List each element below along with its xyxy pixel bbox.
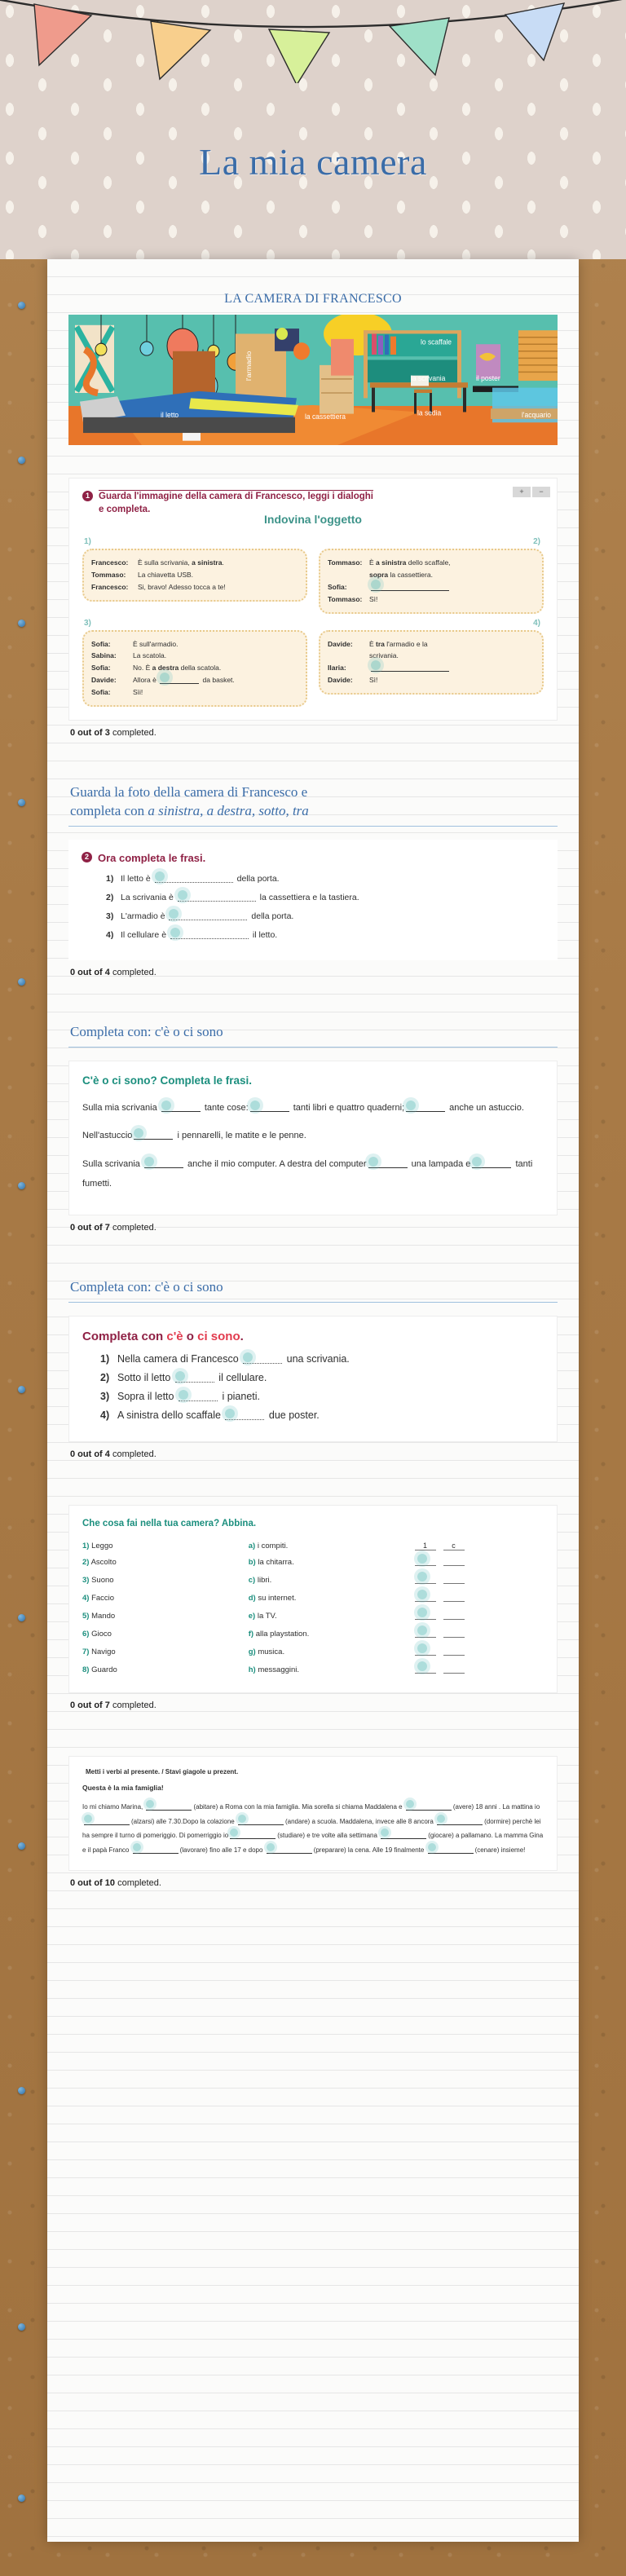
answer-blank[interactable] xyxy=(243,1355,282,1364)
answer-blank[interactable] xyxy=(146,1802,192,1811)
dialog-box-4 xyxy=(319,630,544,695)
exercise-number-badge: 2 xyxy=(82,852,92,862)
exercise-4-title: Completa con c'è o ci sono. xyxy=(82,1329,244,1343)
list-item: 3) L'armadio è della porta. xyxy=(106,911,294,921)
dialog-speaker: Davide: xyxy=(328,639,353,648)
answer-blank[interactable] xyxy=(428,1846,474,1854)
answer-blank[interactable] xyxy=(443,1665,465,1674)
answer-blank[interactable] xyxy=(415,1665,436,1674)
exercise-1-widget xyxy=(68,478,558,721)
answer-blank[interactable] xyxy=(371,582,449,591)
pin-decoration xyxy=(18,2494,25,2502)
pin-decoration xyxy=(18,457,25,464)
answer-blank[interactable] xyxy=(415,1647,436,1656)
answer-blank[interactable] xyxy=(160,675,199,684)
section-3-heading: Completa con: c'è o ci sono xyxy=(70,1024,223,1040)
dialog-text: No. È a destra della scatola. xyxy=(133,664,222,673)
section-2-heading: Guarda la foto della camera di Francesco e completa con a sinistra, a destra, sotto, tra xyxy=(70,783,309,818)
dialog-speaker: Tommaso: xyxy=(91,570,126,579)
table-row: 1) Leggo a) i compiti. 1 c xyxy=(82,1538,544,1554)
dialog-speaker: Francesco: xyxy=(91,582,129,591)
answer-blank[interactable]: 1 xyxy=(415,1542,436,1550)
pin-decoration xyxy=(18,1386,25,1393)
table-row: 8) Guardo h) messaggini. xyxy=(82,1661,544,1679)
table-row: 3) Suono c) libri. xyxy=(82,1572,544,1590)
pin-decoration xyxy=(18,2323,25,2331)
dialog-text: Allora è da basket. xyxy=(133,676,235,685)
dialog-speaker: Tommaso: xyxy=(328,558,363,567)
list-item: 2) Sotto il letto il cellulare. xyxy=(100,1371,267,1383)
zoom-out-button[interactable]: − xyxy=(532,487,550,497)
answer-blank[interactable] xyxy=(238,1817,284,1825)
exercise-5-title: Che cosa fai nella tua camera? Abbina. xyxy=(82,1518,257,1528)
pin-decoration xyxy=(18,799,25,806)
dialog-number-3: 3) xyxy=(84,618,91,628)
dialog-number-2: 2) xyxy=(533,537,540,547)
list-item: 4) Il cellulare è il letto. xyxy=(106,929,278,940)
dialog-speaker: Ilaria: xyxy=(328,664,346,673)
answer-blank[interactable] xyxy=(415,1575,436,1584)
bedroom-illustration xyxy=(68,315,558,445)
pin-decoration xyxy=(18,1182,25,1189)
pin-decoration xyxy=(18,620,25,627)
page-banner xyxy=(0,0,626,259)
exercise-1-instruction-line1: Guarda l'immagine della camera di Francesco, leggi i dialoghi xyxy=(99,490,373,504)
table-row: 5) Mando e) la TV. xyxy=(82,1608,544,1625)
lined-paper-sheet xyxy=(47,259,579,2542)
answer-blank[interactable] xyxy=(230,1831,276,1839)
exercise-5-widget xyxy=(68,1505,558,1693)
table-row: 4) Faccio d) su internet. xyxy=(82,1590,544,1608)
section-4-heading: Completa con: c'è o ci sono xyxy=(70,1279,223,1295)
dialog-text: È sulla scrivania, a sinistra. xyxy=(138,558,224,567)
answer-blank[interactable] xyxy=(250,1103,289,1112)
dialog-number-1: 1) xyxy=(84,537,91,547)
list-item: 4) A sinistra dello scaffale due poster. xyxy=(100,1409,320,1421)
list-item: 1) Il letto è della porta. xyxy=(106,874,280,884)
pin-decoration xyxy=(18,1614,25,1621)
answer-blank[interactable] xyxy=(443,1611,465,1620)
answer-blank[interactable] xyxy=(472,1159,511,1168)
bunting-decoration xyxy=(0,0,626,83)
svg-text:lo scaffale: lo scaffale xyxy=(421,337,452,346)
pin-decoration xyxy=(18,302,25,309)
answer-blank[interactable] xyxy=(371,663,449,672)
answer-blank[interactable] xyxy=(267,1846,312,1854)
dialog-text: Sì! xyxy=(369,594,378,603)
exercise-3-progress: 0 out of 7 completed. xyxy=(70,1223,156,1233)
dialog-speaker xyxy=(328,569,365,581)
answer-blank[interactable] xyxy=(179,1392,218,1401)
pin-decoration xyxy=(18,1842,25,1850)
dialog-speaker: Davide: xyxy=(328,676,353,685)
dialog-text: La chiavetta USB. xyxy=(138,570,194,579)
answer-blank[interactable] xyxy=(415,1611,436,1620)
table-row: 7) Navigo g) musica. xyxy=(82,1643,544,1661)
answer-blank[interactable] xyxy=(170,930,249,939)
svg-text:la cassettiera: la cassettiera xyxy=(305,412,346,421)
answer-blank[interactable] xyxy=(406,1103,445,1112)
dialog-speaker: Sabina: xyxy=(91,651,117,660)
exercise-2-instruction xyxy=(82,851,544,866)
svg-text:l'armadio: l'armadio xyxy=(245,351,253,382)
exercise-6-heading: Metti i verbi al presente. / Stavi giagole u prezent. xyxy=(86,1767,239,1775)
svg-text:la scrivania: la scrivania xyxy=(411,373,446,383)
answer-blank[interactable] xyxy=(406,1802,452,1811)
exercise-4-list xyxy=(82,1353,544,1421)
exercise-1-progress: 0 out of 3 completed. xyxy=(70,727,156,738)
dialog-speaker: Tommaso: xyxy=(328,594,363,603)
answer-blank[interactable] xyxy=(443,1575,465,1584)
dialog-text: Sìi! xyxy=(133,688,143,697)
dialog-box-2 xyxy=(319,549,544,614)
answer-blank[interactable] xyxy=(443,1629,465,1638)
dialog-speaker xyxy=(328,650,365,662)
answer-blank[interactable] xyxy=(381,1831,426,1839)
exercise-6-subheading: Questa è la mia famiglia! xyxy=(82,1783,164,1792)
answer-blank[interactable]: c xyxy=(443,1542,465,1550)
dialog-text: È tra l'armadio e la xyxy=(369,639,428,648)
list-item: 2) La scrivania è la cassettiera e la tastiera. xyxy=(106,893,359,903)
exercise-1-instruction-line2: e completa. xyxy=(99,504,151,514)
answer-blank[interactable] xyxy=(368,1159,408,1168)
table-row: 2) Ascolto b) la chitarra. xyxy=(82,1554,544,1572)
dialog-text: Si, bravo! Adesso tocca a te! xyxy=(138,582,226,591)
dialog-box-1 xyxy=(82,549,307,602)
dialog-text: La scatola. xyxy=(133,651,167,660)
exercise-6-widget xyxy=(68,1756,558,1871)
widget-zoom-controls[interactable] xyxy=(513,487,550,497)
dialog-text: Sì! xyxy=(369,676,378,685)
dialog-text: scrivania. xyxy=(369,651,399,660)
dialog-box-3 xyxy=(82,630,307,707)
dialog-speaker: Sofia: xyxy=(91,664,111,673)
page-title: La mia camera xyxy=(199,141,427,183)
dialog-speaker: Davide: xyxy=(91,676,117,685)
exercise-6-progress: 0 out of 10 completed. xyxy=(70,1878,161,1889)
answer-blank[interactable] xyxy=(175,1374,214,1383)
answer-blank[interactable] xyxy=(443,1593,465,1602)
answer-blank[interactable] xyxy=(225,1411,264,1420)
answer-blank[interactable] xyxy=(84,1817,130,1825)
dialog-speaker: Sofia: xyxy=(91,639,111,648)
svg-text:l'acquario: l'acquario xyxy=(522,410,552,419)
answer-blank[interactable] xyxy=(144,1159,183,1168)
exercise-4-progress: 0 out of 4 completed. xyxy=(70,1449,156,1459)
answer-blank[interactable] xyxy=(443,1557,465,1566)
exercise-2-progress: 0 out of 4 completed. xyxy=(70,968,156,978)
pin-decoration xyxy=(18,978,25,986)
answer-blank[interactable] xyxy=(415,1629,436,1638)
svg-text:il letto: il letto xyxy=(161,410,179,419)
dialog-speaker: Francesco: xyxy=(91,558,129,567)
matching-table xyxy=(82,1538,544,1679)
answer-blank[interactable] xyxy=(415,1593,436,1602)
dialog-number-4: 4) xyxy=(533,618,540,628)
dialog-speaker: Sofia: xyxy=(328,582,347,591)
answer-blank[interactable] xyxy=(155,874,233,883)
answer-blank[interactable] xyxy=(178,893,256,902)
answer-blank[interactable] xyxy=(169,911,247,920)
exercise-2-list xyxy=(82,873,544,942)
dialog-text: È sull'armadio. xyxy=(133,639,179,648)
table-row: 6) Gioco f) alla playstation. xyxy=(82,1625,544,1643)
pin-decoration xyxy=(18,2087,25,2094)
svg-text:il poster: il poster xyxy=(476,373,500,383)
dialog-text: sopra la cassettiera. xyxy=(369,570,433,579)
answer-blank[interactable] xyxy=(415,1557,436,1566)
section-divider xyxy=(68,1047,558,1048)
exercise-number-badge: 1 xyxy=(82,491,93,501)
section-divider xyxy=(68,826,558,827)
exercise-5-progress: 0 out of 7 completed. xyxy=(70,1700,156,1710)
answer-blank[interactable] xyxy=(133,1846,179,1854)
exercise-3-paragraph-2: Nell'astuccio i pennarelli, le matite e le penne. xyxy=(82,1131,306,1141)
zoom-in-button[interactable]: + xyxy=(513,487,531,497)
exercise-2-instruction-text: Ora completa le frasi. xyxy=(98,851,206,864)
dialog-speaker: Sofia: xyxy=(91,688,111,697)
answer-blank[interactable] xyxy=(437,1817,483,1825)
answer-blank[interactable] xyxy=(161,1103,201,1112)
exercise-1-subtitle: Indovina l'oggetto xyxy=(264,513,362,527)
list-item: 3) Sopra il letto i pianeti. xyxy=(100,1390,261,1402)
dialog-text: È a sinistra dello scaffale, xyxy=(369,558,451,567)
exercise-3-widget xyxy=(68,1061,558,1215)
exercise-3-title: C'è o ci sono? Completa le frasi. xyxy=(82,1074,253,1087)
answer-blank[interactable] xyxy=(443,1647,465,1656)
list-item: 1) Nella camera di Francesco una scrivania. xyxy=(100,1352,350,1365)
exercise-3-paragraph-1: Sulla mia scrivania tante cose: tanti libri e quattro quaderni; anche un astuccio. xyxy=(82,1103,524,1114)
svg-text:la sedia: la sedia xyxy=(417,408,442,417)
exercise-6-text: Io mi chiamo Marina, (abitare) a Roma con la mia famiglia. Mia sorella si chiama Maddalena e (avere) 18 anni . La mattina io (alzarsi) alle 7.30.Dopo la colazione (andare) a scuola. Maddalena, invece alle 8 ancora (dormire) perchè lei ha sempre il turno di pomeriggio. Di pomerriggio io (studiare) e tre volte alla settimana (giocare) a pallamano. La mamma Gina e il papà Franco (lavorare) fino alle 17 e dopo (preparare) la cena. Alle 19 finalmente (cenare) insieme! xyxy=(82,1802,544,1854)
answer-blank[interactable] xyxy=(134,1131,173,1140)
exercise-3-paragraph-3: Sulla scrivania anche il mio computer. A destra del computer una lampada e tanti fumetti. xyxy=(82,1158,533,1189)
exercise-2-widget xyxy=(68,840,558,961)
exercise-4-widget xyxy=(68,1316,558,1442)
image-section-title: LA CAMERA DI FRANCESCO xyxy=(224,292,402,306)
section-divider xyxy=(68,1302,558,1303)
